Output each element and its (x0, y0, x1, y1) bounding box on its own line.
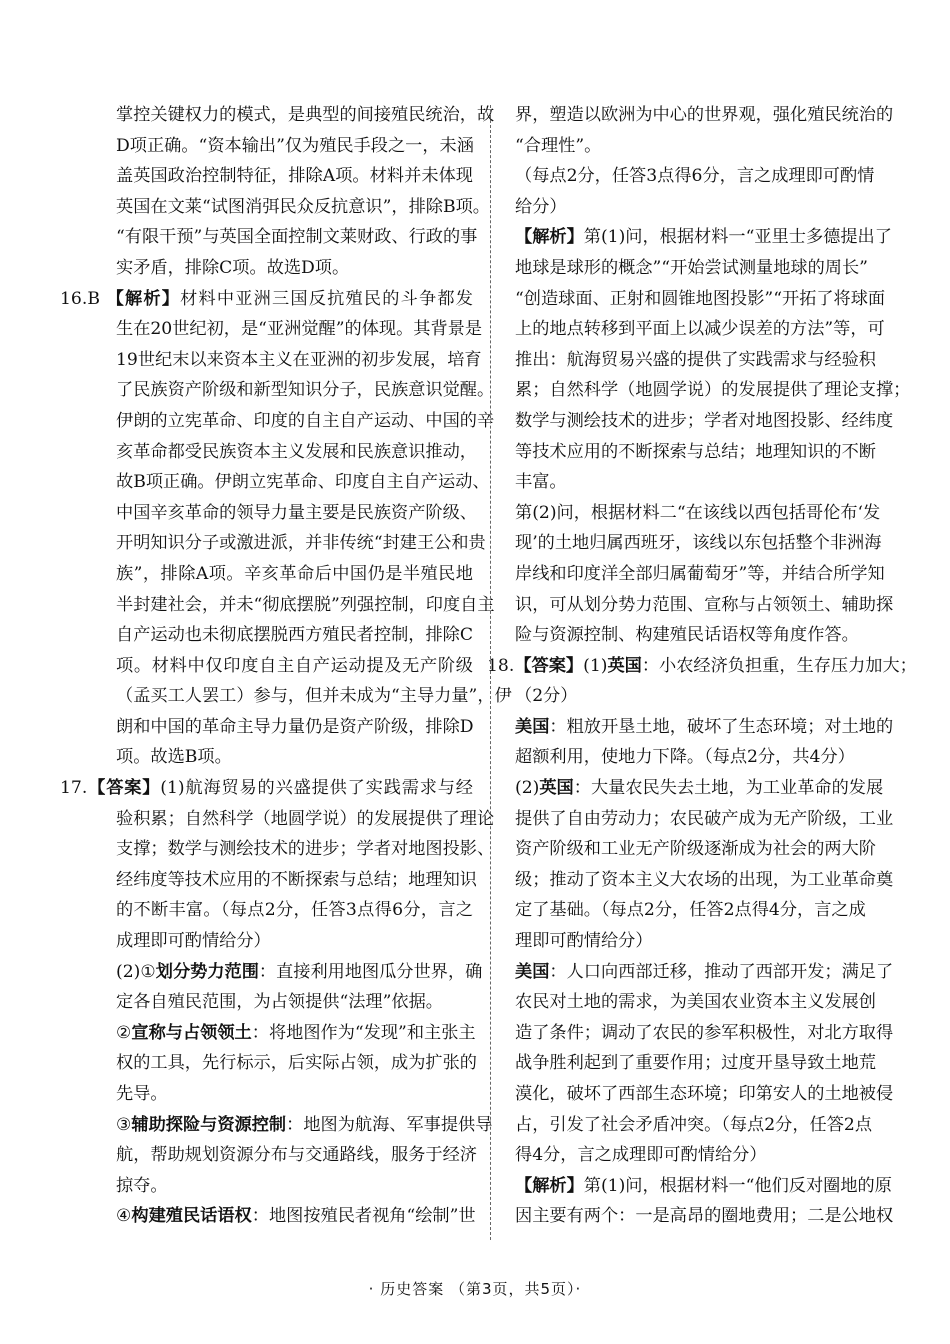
line-text: 的不断丰富。（每点2分，任答3点得6分，言之 (116, 900, 473, 921)
line-text: 累；自然科学（地圆学说）的发展提供了理论支撑； (515, 380, 911, 401)
line-text: 界，塑造以欧洲为中心的世界观，强化殖民统治的 (515, 105, 894, 125)
text-line (60, 773, 473, 804)
text-line (88, 559, 473, 590)
line-text: 占，引发了社会矛盾冲突。（每点2分，任答2点 (515, 1114, 873, 1135)
line-text: 伊朗的立宪革命、印度的自主自产运动、中国的辛 (116, 410, 495, 431)
text-line (88, 528, 486, 559)
bold-label: 美国 (515, 961, 550, 982)
text-line (515, 895, 865, 926)
bold-label: 【解析】 (515, 227, 584, 248)
line-text: 岸线和印度洋全部归属葡萄牙”等，并结合所学知 (515, 563, 885, 584)
line-text: 项。故选B项。 (116, 747, 232, 768)
line-text: 掌控关键权力的模式，是典型的间接殖民统治，故 (116, 105, 495, 125)
right-column (487, 100, 917, 1232)
line-text: 超额利用，使地力下降。（每点2分，共4分） (515, 747, 855, 768)
text-line (515, 528, 882, 559)
text-line (515, 804, 894, 835)
bold-label: 【答案】 (87, 778, 161, 799)
text-line (515, 161, 875, 192)
line-text: 数学与测绘技术的进步；学者对地图投影、经纬度 (515, 410, 894, 431)
line-text: “创造球面、正射和圆锥地图投影”“开拓了将球面 (515, 288, 886, 309)
text-line (88, 345, 482, 376)
line-text: 第(1)问，根据材料一“亚里士多德提出了 (583, 227, 892, 248)
line-text: ② (116, 1022, 132, 1043)
line-text: 资产阶级和工业无产阶级逐渐成为社会的两大阶 (515, 839, 876, 860)
text-line (88, 1201, 476, 1232)
line-text: “合理性”。 (515, 135, 602, 156)
line-text: 亥革命都受民族资本主义发展和民族意识推动， (116, 441, 477, 462)
text-line (88, 437, 477, 468)
line-text: 丰富。 (515, 472, 567, 493)
line-text: ：人口向西部迁移，推动了西部开发；满足了 (549, 961, 894, 982)
text-line (88, 253, 473, 284)
text-line (88, 1171, 473, 1202)
line-text: 给分） (515, 196, 567, 217)
text-line (515, 437, 876, 468)
line-text: ：小农经济负担重，生存压力加大； (641, 655, 917, 676)
line-text: 18. (487, 655, 515, 676)
line-text: “有限干预”与英国全面控制文莱财政、行政的事 (116, 227, 478, 248)
text-line (88, 987, 473, 1018)
text-line (88, 620, 473, 651)
text-line (88, 1110, 493, 1141)
line-text: ：直接利用地图瓜分世界，确 (258, 961, 483, 982)
line-text: 材料中亚洲三国反抗殖民的斗争都发 (180, 288, 473, 309)
text-line (515, 192, 865, 223)
line-text: 等技术应用的不断探索与总结；地理知识的不断 (515, 441, 876, 462)
text-line (88, 865, 477, 896)
text-line (88, 1048, 477, 1079)
line-text: 了民族资产阶级和新型知识分子，民族意识觉醒。 (116, 380, 495, 401)
line-text: 成理即可酌情给分） (116, 931, 271, 952)
line-text: (1) (583, 655, 608, 676)
text-line (515, 712, 894, 743)
line-text: 19世纪末以来资本主义在亚洲的初步发展，培育 (116, 349, 482, 370)
text-line (515, 834, 876, 865)
text-line (515, 467, 865, 498)
text-line (515, 1079, 894, 1110)
line-text: ：地图为航海、军事提供导 (286, 1114, 493, 1135)
text-line (88, 804, 495, 835)
line-text: ：将地图作为“发现”和主张主 (251, 1022, 476, 1043)
bold-label: 构建殖民话语权 (131, 1206, 252, 1227)
text-line (88, 1140, 477, 1171)
text-line (88, 467, 490, 498)
line-text: 17. (60, 778, 88, 799)
line-text: D项正确。“资本输出”仅为殖民手段之一，未涵 (116, 135, 474, 156)
text-line (515, 253, 868, 284)
bold-label: 辅助探险与资源控制 (131, 1114, 287, 1135)
line-text: (2)① (116, 961, 156, 982)
text-line (88, 651, 473, 682)
bold-label: 英国 (539, 778, 574, 799)
line-text: （孟买工人罢工）参与，但并未成为“主导力量”，伊 (116, 686, 512, 707)
bold-label: 宣称与占领领土 (131, 1022, 252, 1043)
text-line (515, 131, 865, 162)
text-line (515, 1140, 865, 1171)
line-text: 漠化，破坏了西部生态环境；印第安人的土地被侵 (515, 1084, 894, 1104)
text-line (88, 192, 490, 223)
text-line (515, 100, 894, 131)
line-text: 造了条件；调动了农民的参军积极性，对北方取得 (515, 1022, 894, 1043)
line-text: 因主要有两个：一是高昂的圈地费用；二是公地权 (515, 1206, 894, 1227)
line-text: ：大量农民失去土地，为工业革命的发展 (573, 778, 884, 799)
line-text: 英国在文莱“试图消弭民众反抗意识”，排除B项。 (116, 196, 490, 217)
line-text: 开明知识分子或激进派，并非传统“封建王公和贵 (116, 533, 486, 554)
text-line (60, 284, 473, 315)
line-text: ：地图按殖民者视角“绘制”世 (251, 1206, 476, 1227)
line-text: 战争胜利起到了重要作用；过度开垦导致土地荒 (515, 1053, 876, 1074)
text-line (88, 590, 495, 621)
text-line (515, 865, 894, 896)
line-text: 先导。 (116, 1084, 168, 1104)
text-line (515, 1048, 876, 1079)
bold-label: 美国 (515, 716, 550, 737)
line-text: 第(2)问，根据材料二“在该线以西包括哥伦布‘发 (515, 502, 881, 523)
text-line (88, 161, 473, 192)
line-text: (2) (515, 778, 540, 799)
line-text: 项。材料中仅印度自主自产运动提及无产阶级 (116, 655, 473, 676)
line-text: （每点2分，任答3点得6分，言之成理即可酌情 (515, 166, 875, 187)
line-text: 理即可酌情给分） (515, 931, 653, 952)
text-line (88, 712, 473, 743)
line-text: 识，可从划分势力范围、宣称与占领领土、辅助探 (515, 594, 894, 615)
text-line (515, 222, 892, 253)
text-line (515, 284, 886, 315)
line-text: 支撑；数学与测绘技术的进步；学者对地图投影、 (116, 839, 495, 860)
line-text: ：粗放开垦土地，破坏了生态环境；对土地的 (549, 716, 894, 737)
line-text: 中国辛亥革命的领导力量主要是民族资产阶级、 (116, 502, 477, 523)
bold-label: 【解析】 (515, 1175, 584, 1196)
line-text: 生在20世纪初，是“亚洲觉醒”的体现。其背景是 (116, 319, 483, 340)
line-text: ④ (116, 1206, 132, 1227)
line-text: 得4分，言之成理即可酌情给分） (515, 1145, 767, 1166)
text-line (515, 681, 865, 712)
text-line (515, 498, 881, 529)
bold-label: 英国 (607, 655, 642, 676)
line-text: 权的工具，先行标示，后实际占领，成为扩张的 (116, 1053, 477, 1074)
text-line (88, 895, 473, 926)
text-line (515, 926, 865, 957)
bold-label: 【解析】 (106, 288, 181, 309)
line-text: 推出：航海贸易兴盛的提供了实践需求与经验积 (515, 349, 876, 370)
line-text: 险与资源控制、构建殖民话语权等角度作答。 (515, 625, 859, 646)
text-line (88, 406, 495, 437)
text-line (515, 1201, 894, 1232)
text-line (88, 926, 473, 957)
line-text: 提供了自由劳动力；农民破产成为无产阶级，工业 (515, 808, 894, 829)
line-text: 第(1)问，根据材料一“他们反对圈地的原 (583, 1175, 892, 1196)
page-footer: · 历史答案 （第3页，共5页）· (368, 1280, 582, 1298)
line-text: 朗和中国的革命主导力量仍是资产阶级，排除D (116, 716, 474, 737)
text-line (88, 1018, 476, 1049)
text-line (515, 314, 885, 345)
text-line (88, 1079, 473, 1110)
line-text: ③ (116, 1114, 132, 1135)
line-text: 16.B (60, 288, 107, 309)
text-line (515, 406, 894, 437)
text-line (88, 314, 483, 345)
text-line (515, 620, 865, 651)
line-text: （2分） (515, 686, 578, 707)
line-text: 级；推动了资本主义大农场的出现，为工业革命奠 (515, 869, 894, 890)
text-line (88, 222, 478, 253)
line-text: 族”，排除A项。辛亥革命后中国仍是半殖民地 (116, 563, 473, 584)
text-line (88, 375, 495, 406)
line-text: 实矛盾，排除C项。故选D项。 (116, 257, 350, 278)
bold-label: 划分势力范围 (155, 961, 259, 982)
text-line (88, 681, 512, 712)
line-text: 定了基础。（每点2分，任答2点得4分，言之成 (515, 900, 866, 921)
text-line (88, 834, 495, 865)
text-line (88, 498, 477, 529)
line-text: 地球是球形的概念”“开始尝试测量地球的周长” (515, 257, 868, 278)
text-line (515, 559, 885, 590)
bold-label: 【答案】 (514, 655, 584, 676)
text-line (487, 651, 917, 682)
text-line (515, 742, 865, 773)
line-text: 盖英国政治控制特征，排除A项。材料并未体现 (116, 166, 473, 187)
line-text: 自产运动也未彻底摆脱西方殖民者控制，排除C (116, 625, 473, 646)
line-text: 定各自殖民范围，为占领提供“法理”依据。 (116, 992, 443, 1013)
text-line (515, 987, 876, 1018)
text-line (515, 1110, 873, 1141)
line-text: 验积累；自然科学（地圆学说）的发展提供了理论 (116, 808, 495, 829)
text-line (515, 590, 894, 621)
text-line (88, 957, 483, 988)
text-line (515, 1018, 894, 1049)
text-line (515, 957, 894, 988)
text-line (88, 131, 473, 162)
text-line (88, 742, 473, 773)
line-text: (1)航海贸易的兴盛提供了实践需求与经 (160, 778, 473, 799)
line-text: 现’的土地归属西班牙，该线以东包括整个非洲海 (515, 533, 882, 554)
line-text: 航，帮助规划资源分布与交通路线，服务于经济 (116, 1145, 477, 1166)
text-line (515, 773, 884, 804)
line-text: 故B项正确。伊朗立宪革命、印度自主自产运动、 (116, 472, 490, 493)
line-text: 农民对土地的需求，为美国农业资本主义发展创 (515, 992, 876, 1013)
text-line (515, 1171, 892, 1202)
line-text: 经纬度等技术应用的不断探索与总结；地理知识 (116, 869, 477, 890)
line-text: 掠夺。 (116, 1175, 168, 1196)
line-text: 上的地点转移到平面上以减少误差的方法”等，可 (515, 319, 885, 340)
text-line (515, 375, 911, 406)
line-text: 半封建社会，并未“彻底摆脱”列强控制，印度自主 (116, 594, 495, 615)
text-line (515, 345, 876, 376)
text-line (88, 100, 495, 131)
